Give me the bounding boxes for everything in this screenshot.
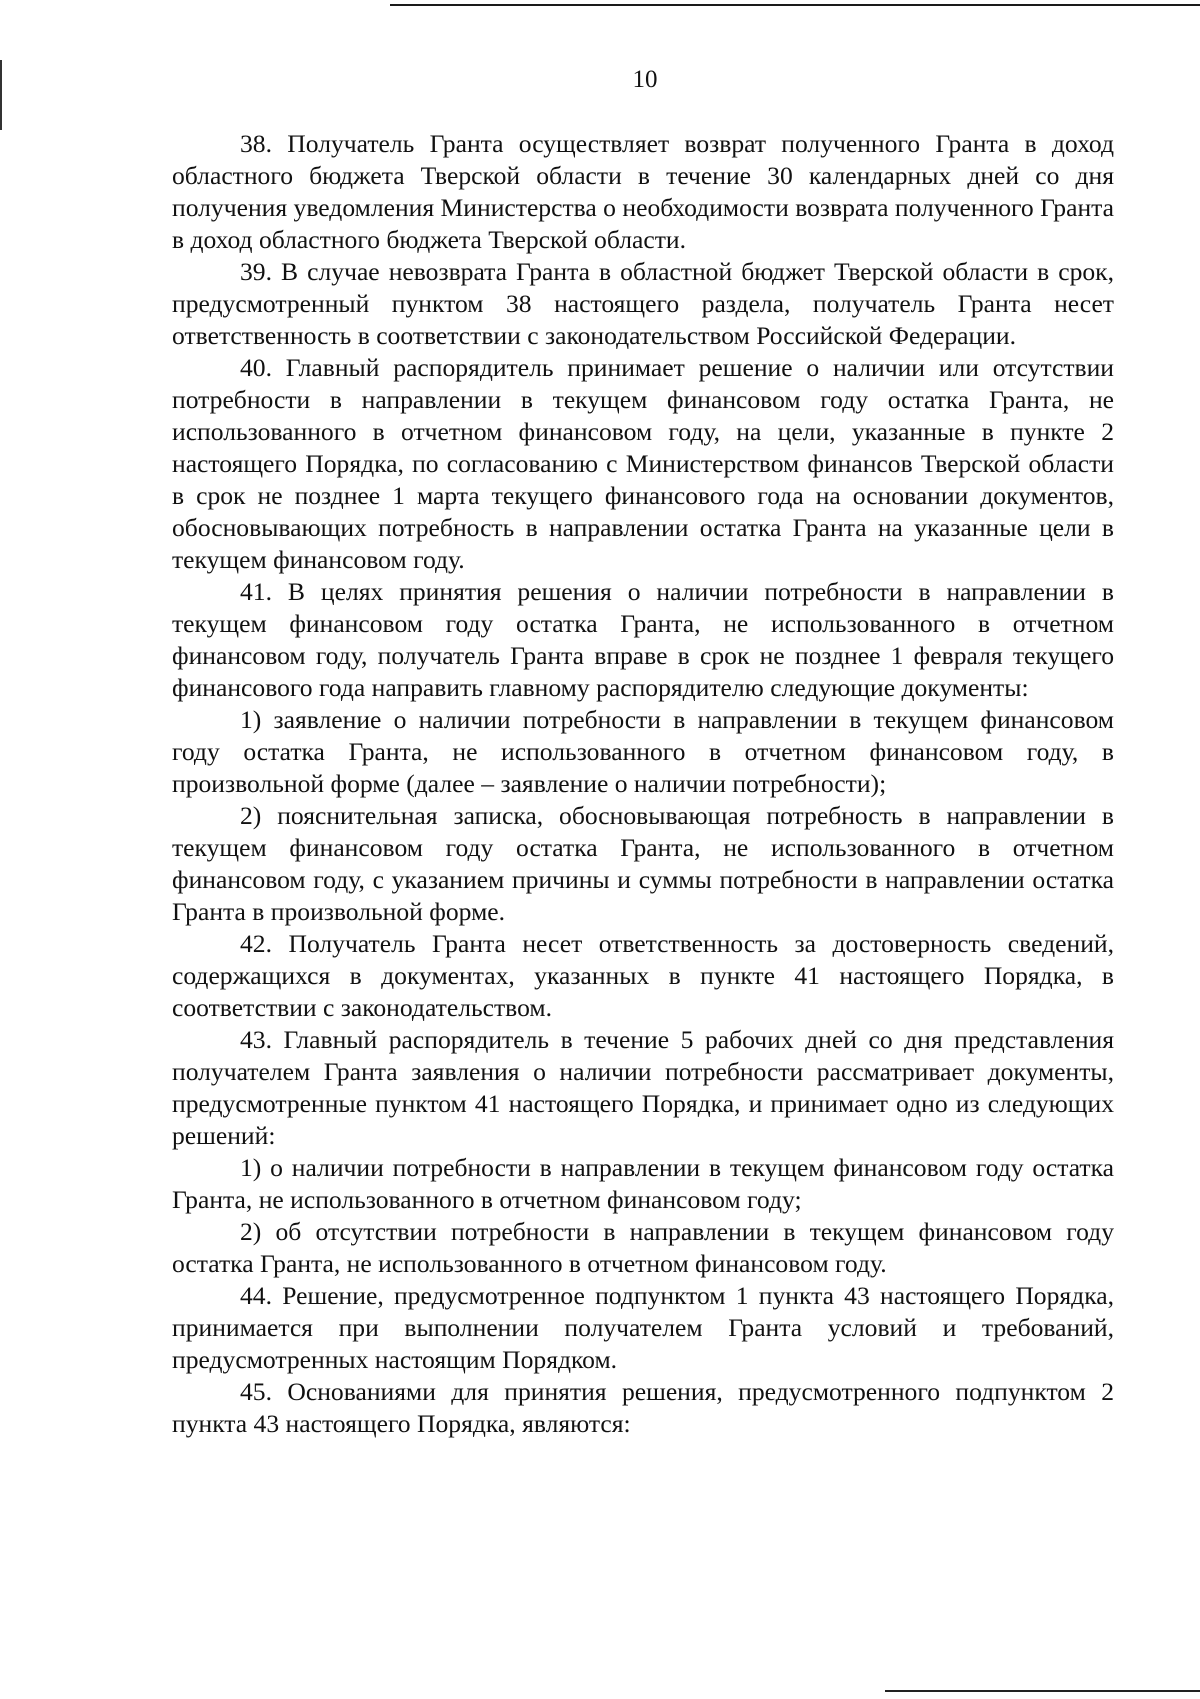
document-body (172, 128, 1114, 1440)
paragraph-42: 42. Получатель Гранта несет ответственность за достоверность сведений, содержащихся в документах, указанных в пункте 41 настоящего Порядка, в соответствии с законодательством. (172, 929, 1114, 1022)
scan-edge-top (390, 4, 1200, 6)
paragraph-40: 40. Главный распорядитель принимает решение о наличии или отсутствии потребности в направлении в текущем финансовом году остатка Гранта, не использованного в отчетном финансовом году, на цели, указанные в пункте 2 настоящего Порядка, по согласованию с Министерством финансов Тверской области в срок не позднее 1 марта текущего финансового года на основании документов, обосновывающих потребность в направлении остатка Гранта на указанные цели в текущем финансовом году. (172, 353, 1114, 574)
paragraph-43-item-1: 1) о наличии потребности в направлении в текущем финансовом году остатка Гранта, не использованного в отчетном финансовом году; (172, 1153, 1114, 1214)
paragraph-43: 43. Главный распорядитель в течение 5 рабочих дней со дня представления получателем Гранта заявления о наличии потребности рассматривает документы, предусмотренные пунктом 41 настоящего Порядка, и принимает одно из следующих решений: (172, 1025, 1114, 1150)
paragraph-39: 39. В случае невозврата Гранта в областной бюджет Тверской области в срок, предусмотренный пунктом 38 настоящего раздела, получатель Гранта несет ответственность в соответствии с законодательством Российской Федерации. (172, 257, 1114, 350)
paragraph-44: 44. Решение, предусмотренное подпунктом 1 пункта 43 настоящего Порядка, принимается при выполнении получателем Гранта условий и требований, предусмотренных настоящим Порядком. (172, 1281, 1114, 1374)
paragraph-45: 45. Основаниями для принятия решения, предусмотренного подпунктом 2 пункта 43 настоящего Порядка, являются: (172, 1377, 1114, 1438)
scan-edge-bottom (885, 1690, 1200, 1692)
paragraph-41-item-2: 2) пояснительная записка, обосновывающая потребность в направлении в текущем финансовом году остатка Гранта, не использованного в отчетном финансовом году, с указанием причины и суммы потребности в направлении остатка Гранта в произвольной форме. (172, 801, 1114, 926)
paragraph-38: 38. Получатель Гранта осуществляет возврат полученного Гранта в доход областного бюджета Тверской области в течение 30 календарных дней со дня получения уведомления Министерства о необходимости возврата полученного Гранта в доход областного бюджета Тверской области. (172, 129, 1114, 254)
paragraph-43-item-2: 2) об отсутствии потребности в направлении в текущем финансовом году остатка Гранта, не использованного в отчетном финансовом году. (172, 1217, 1114, 1278)
paragraph-41-item-1: 1) заявление о наличии потребности в направлении в текущем финансовом году остатка Гранта, не использованного в отчетном финансовом году, в произвольной форме (далее – заявление о наличии потребности); (172, 705, 1114, 798)
page-number: 10 (632, 66, 658, 93)
paragraph-41: 41. В целях принятия решения о наличии потребности в направлении в текущем финансовом году остатка Гранта, не использованного в отчетном финансовом году, получатель Гранта вправе в срок не позднее 1 февраля текущего финансового года направить главному распорядителю следующие документы: (172, 577, 1114, 702)
